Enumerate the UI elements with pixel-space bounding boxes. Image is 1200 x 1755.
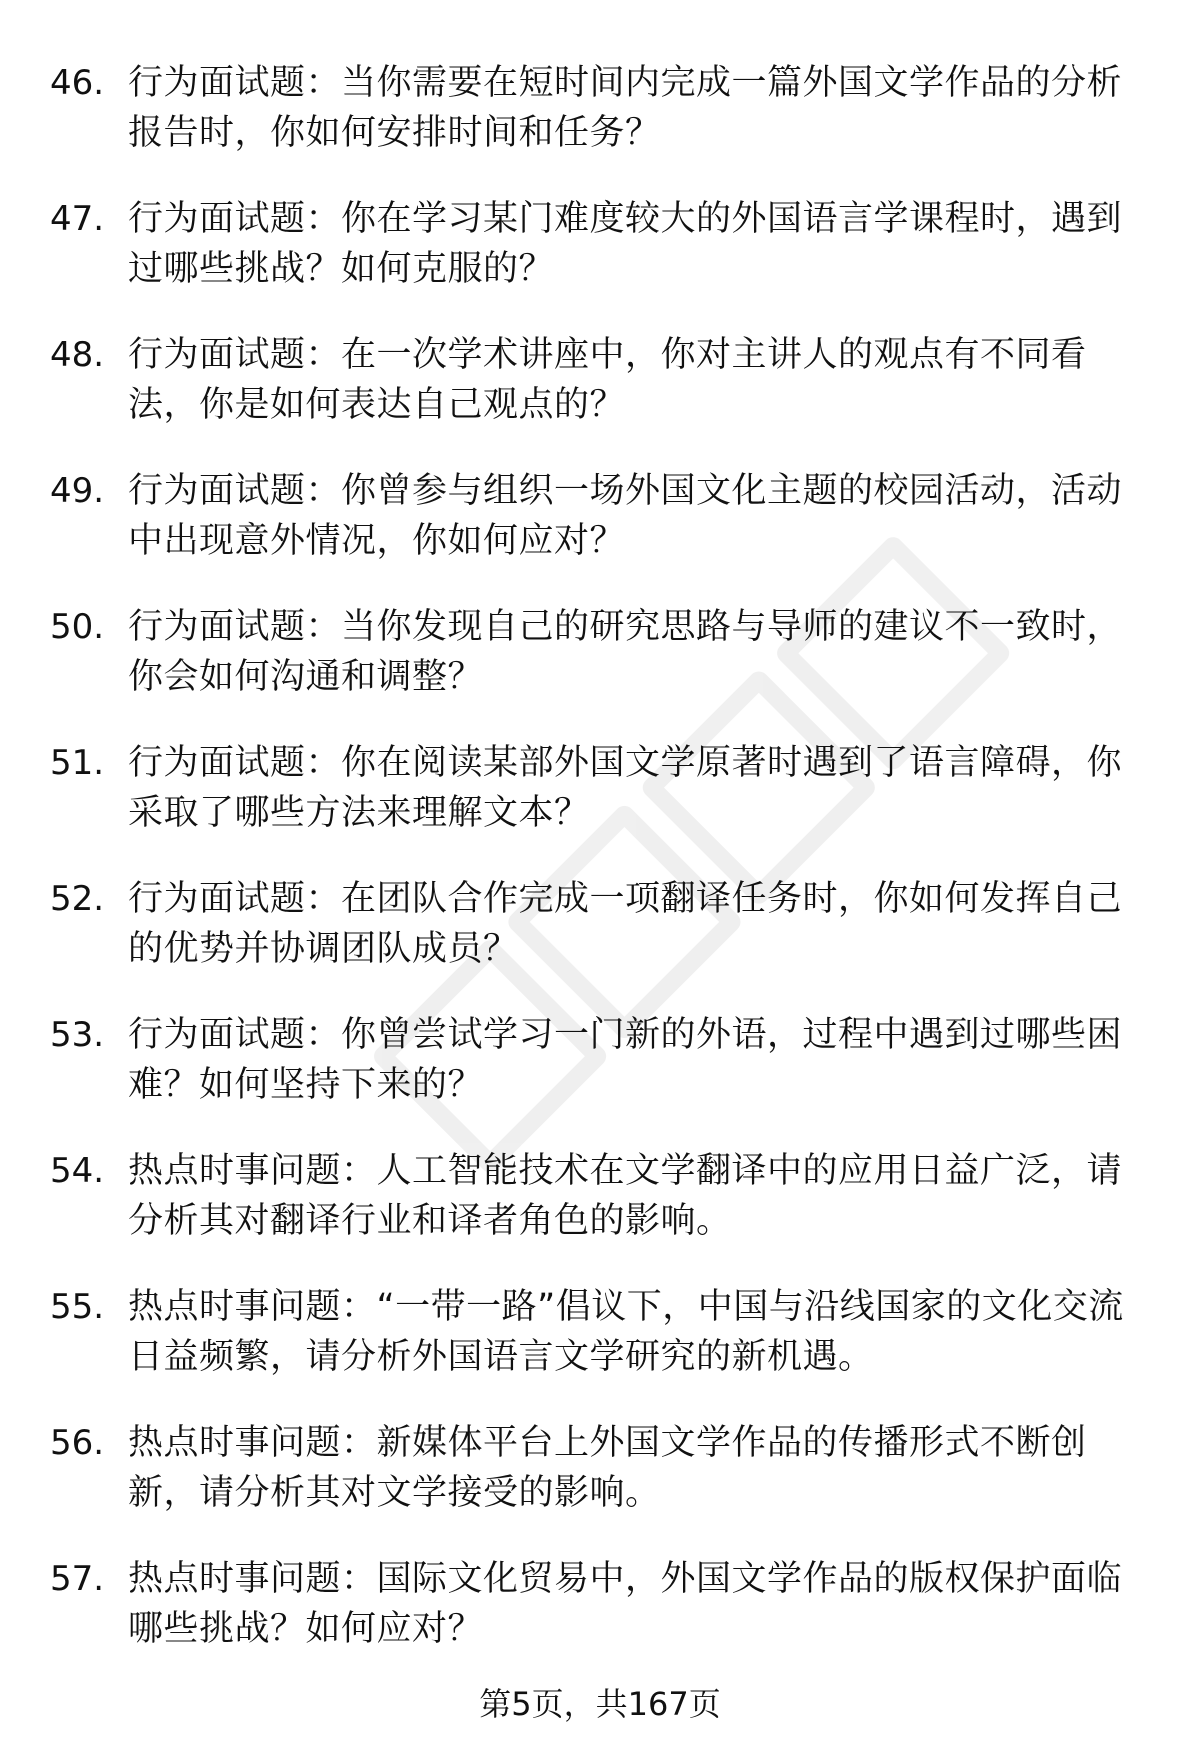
question-text: 行为面试题：在团队合作完成一项翻译任务时，你如何发挥自己的优势并协调团队成员？ <box>128 879 1123 969</box>
question-text: 行为面试题：你曾参与组织一场外国文化主题的校园活动，活动中出现意外情况，你如何应对？ <box>128 471 1123 561</box>
question-item <box>50 194 1150 294</box>
question-item <box>50 1282 1150 1382</box>
question-number: 46. <box>50 63 105 103</box>
question-number: 49. <box>50 471 105 511</box>
question-item <box>50 602 1150 702</box>
question-item <box>50 1554 1150 1654</box>
question-item <box>50 1418 1150 1518</box>
question-item <box>50 1010 1150 1110</box>
question-number: 48. <box>50 335 105 375</box>
question-text: 热点时事问题：“一带一路”倡议下，中国与沿线国家的文化交流日益频繁，请分析外国语言文学研究的新机遇。 <box>128 1287 1124 1377</box>
question-text: 热点时事问题：国际文化贸易中，外国文学作品的版权保护面临哪些挑战？如何应对？ <box>128 1559 1123 1649</box>
question-text: 行为面试题：当你需要在短时间内完成一篇外国文学作品的分析报告时，你如何安排时间和任务？ <box>128 63 1123 153</box>
question-text: 行为面试题：你在学习某门难度较大的外国语言学课程时，遇到过哪些挑战？如何克服的？ <box>128 199 1123 289</box>
question-number: 57. <box>50 1559 105 1599</box>
question-text: 热点时事问题：新媒体平台上外国文学作品的传播形式不断创新，请分析其对文学接受的影响。 <box>128 1423 1087 1513</box>
question-number: 51. <box>50 743 105 783</box>
question-number: 53. <box>50 1015 105 1055</box>
question-item <box>50 466 1150 566</box>
question-item <box>50 58 1150 158</box>
question-number: 50. <box>50 607 105 647</box>
question-number: 55. <box>50 1287 105 1327</box>
question-list <box>50 58 1150 1690</box>
question-text: 行为面试题：你在阅读某部外国文学原著时遇到了语言障碍，你采取了哪些方法来理解文本？ <box>128 743 1123 833</box>
question-text: 行为面试题：在一次学术讲座中，你对主讲人的观点有不同看法，你是如何表达自己观点的？ <box>128 335 1087 425</box>
question-number: 54. <box>50 1151 105 1191</box>
question-item <box>50 1146 1150 1246</box>
question-item <box>50 330 1150 430</box>
question-text: 热点时事问题：人工智能技术在文学翻译中的应用日益广泛，请分析其对翻译行业和译者角色的影响。 <box>128 1151 1123 1241</box>
page-footer: 第5页，共167页 <box>479 1685 721 1723</box>
question-item <box>50 738 1150 838</box>
question-number: 47. <box>50 199 105 239</box>
question-text: 行为面试题：你曾尝试学习一门新的外语，过程中遇到过哪些困难？如何坚持下来的？ <box>128 1015 1123 1105</box>
question-number: 56. <box>50 1423 105 1463</box>
question-text: 行为面试题：当你发现自己的研究思路与导师的建议不一致时，你会如何沟通和调整？ <box>128 607 1123 697</box>
question-number: 52. <box>50 879 105 919</box>
question-item <box>50 874 1150 974</box>
